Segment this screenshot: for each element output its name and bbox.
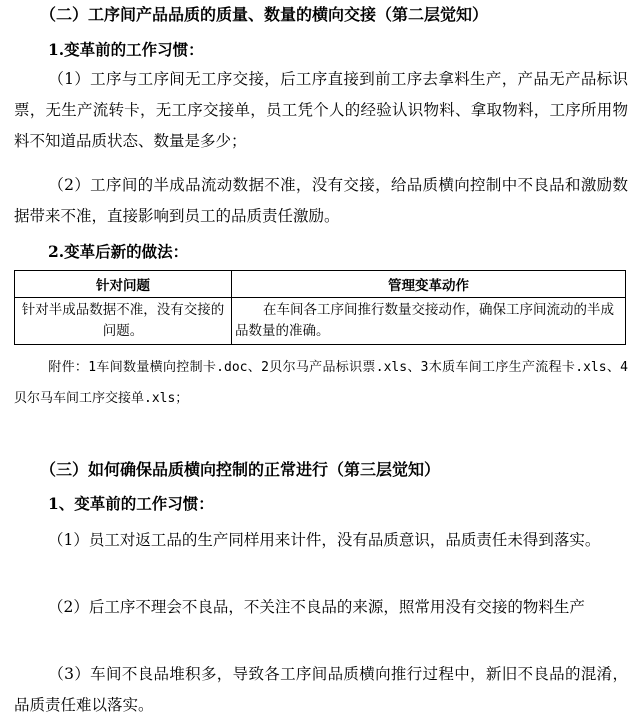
section-2-before-title: 1.变革前的工作习惯： <box>48 40 204 59</box>
section-3-before-para-2 <box>14 592 628 623</box>
para-text: （2）工序间的半成品流动数据不准，没有交接，给品质横向控制中不良品和激励数据带来不准，直接影响到员工的品质责任激励。 <box>14 176 628 225</box>
change-table <box>14 270 626 345</box>
table-header-row <box>15 271 626 298</box>
section-3-heading: （三）如何确保品质横向控制的正常进行（第三层觉知） <box>40 460 441 479</box>
section-2-heading: （二）工序间产品品质的质量、数量的横向交接（第二层觉知） <box>40 5 489 24</box>
attachment-line <box>14 352 628 414</box>
para-text: （3）车间不良品堆积多，导致各工序间品质横向推行过程中，新旧不良品的混淆，品质责任难以落实。 <box>14 665 628 714</box>
section-3-before-para-1 <box>14 525 628 556</box>
section-2-before-para-2 <box>14 170 628 232</box>
section-3-before-para-3 <box>14 659 628 721</box>
para-text: （1）工序与工序间无工序交接，后工序直接到前工序去拿料生产，产品无产品标识票，无生产流转卡，无工序交接单，员工凭个人的经验认识物料、拿取物料，工序所用物料不知道品质状态、数量是多少； <box>14 70 628 150</box>
table-header-action: 管理变革动作 <box>232 271 626 298</box>
attachment-text: 附件：1车间数量横向控制卡.doc、2贝尔马产品标识票.xls、3木质车间工序生产流程卡.xls、4贝尔马车间工序交接单.xls； <box>14 360 628 406</box>
para-text: （1）员工对返工品的生产同样用来计件，没有品质意识，品质责任未得到落实。 <box>48 531 601 549</box>
section-3-before-title: 1、变革前的工作习惯： <box>48 494 214 513</box>
para-text: （2）后工序不理会不良品，不关注不良品的来源，照常用没有交接的物料生产 <box>48 598 585 616</box>
table-header-problem: 针对问题 <box>15 271 232 298</box>
section-2-before-para-1 <box>14 64 628 157</box>
table-cell-action: 在车间各工序间推行数量交接动作，确保工序间流动的半成品数量的准确。 <box>232 298 626 345</box>
section-2-after-title: 2.变革后新的做法： <box>48 242 189 261</box>
table-row <box>15 298 626 345</box>
table-cell-problem: 针对半成品数据不准，没有交接的问题。 <box>15 298 232 345</box>
